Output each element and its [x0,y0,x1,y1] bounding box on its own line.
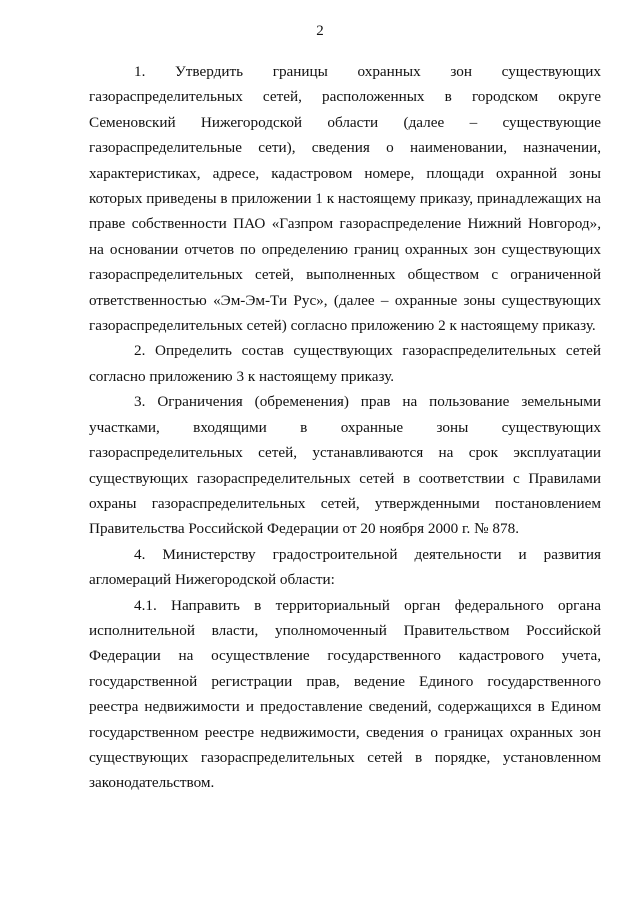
paragraph-1: 1. Утвердить границы охранных зон существующих газораспределительных сетей, расположенных в городском округе Семеновский Нижегородской области (далее – существующие газораспределительные сети), сведения о наименовании, назначении, характеристиках, адресе, кадастровом номере, площади охранной зоны которых приведены в приложении 1 к настоящему приказу, принадлежащих на праве собственности ПАО «Газпром газораспределение Нижний Новгород», на основании отчетов по определению границ охранных зон существующих газораспределительных сетей, выполненных обществом с ограниченной ответственностью «Эм-Эм-Ти Рус», (далее – охранные зоны существующих газораспределительных сетей) согласно приложению 2 к настоящему приказу. [89,63,601,335]
paragraph-4: 4. Министерству градостроительной деятельности и развития агломераций Нижегородской области: [89,545,601,589]
page-number: 2 [316,23,324,39]
paragraph-4-1: 4.1. Направить в территориальный орган федерального органа исполнительной власти, уполномоченный Правительством Российской Федерации на осуществление государственного кадастрового учета, государственной регистрации прав, ведение Единого государственного реестра недвижимости и предоставление сведений, содержащихся в Едином государственном реестре недвижимости, сведения о границах охранных зон существующих газораспределительных сетей в порядке, установленном законодательством. [89,596,601,792]
document-body [89,59,601,796]
paragraph-3: 3. Ограничения (обременения) прав на пользование земельными участками, входящими в охранные зоны существующих газораспределительных сетей, устанавливаются на срок эксплуатации существующих газораспределительных сетей в соответствии с Правилами охраны газораспределительных сетей, утвержденными постановлением Правительства Российской Федерации от 20 ноября 2000 г. № 878. [89,393,601,538]
paragraph-2: 2. Определить состав существующих газораспределительных сетей согласно приложению 3 к настоящему приказу. [89,342,601,385]
